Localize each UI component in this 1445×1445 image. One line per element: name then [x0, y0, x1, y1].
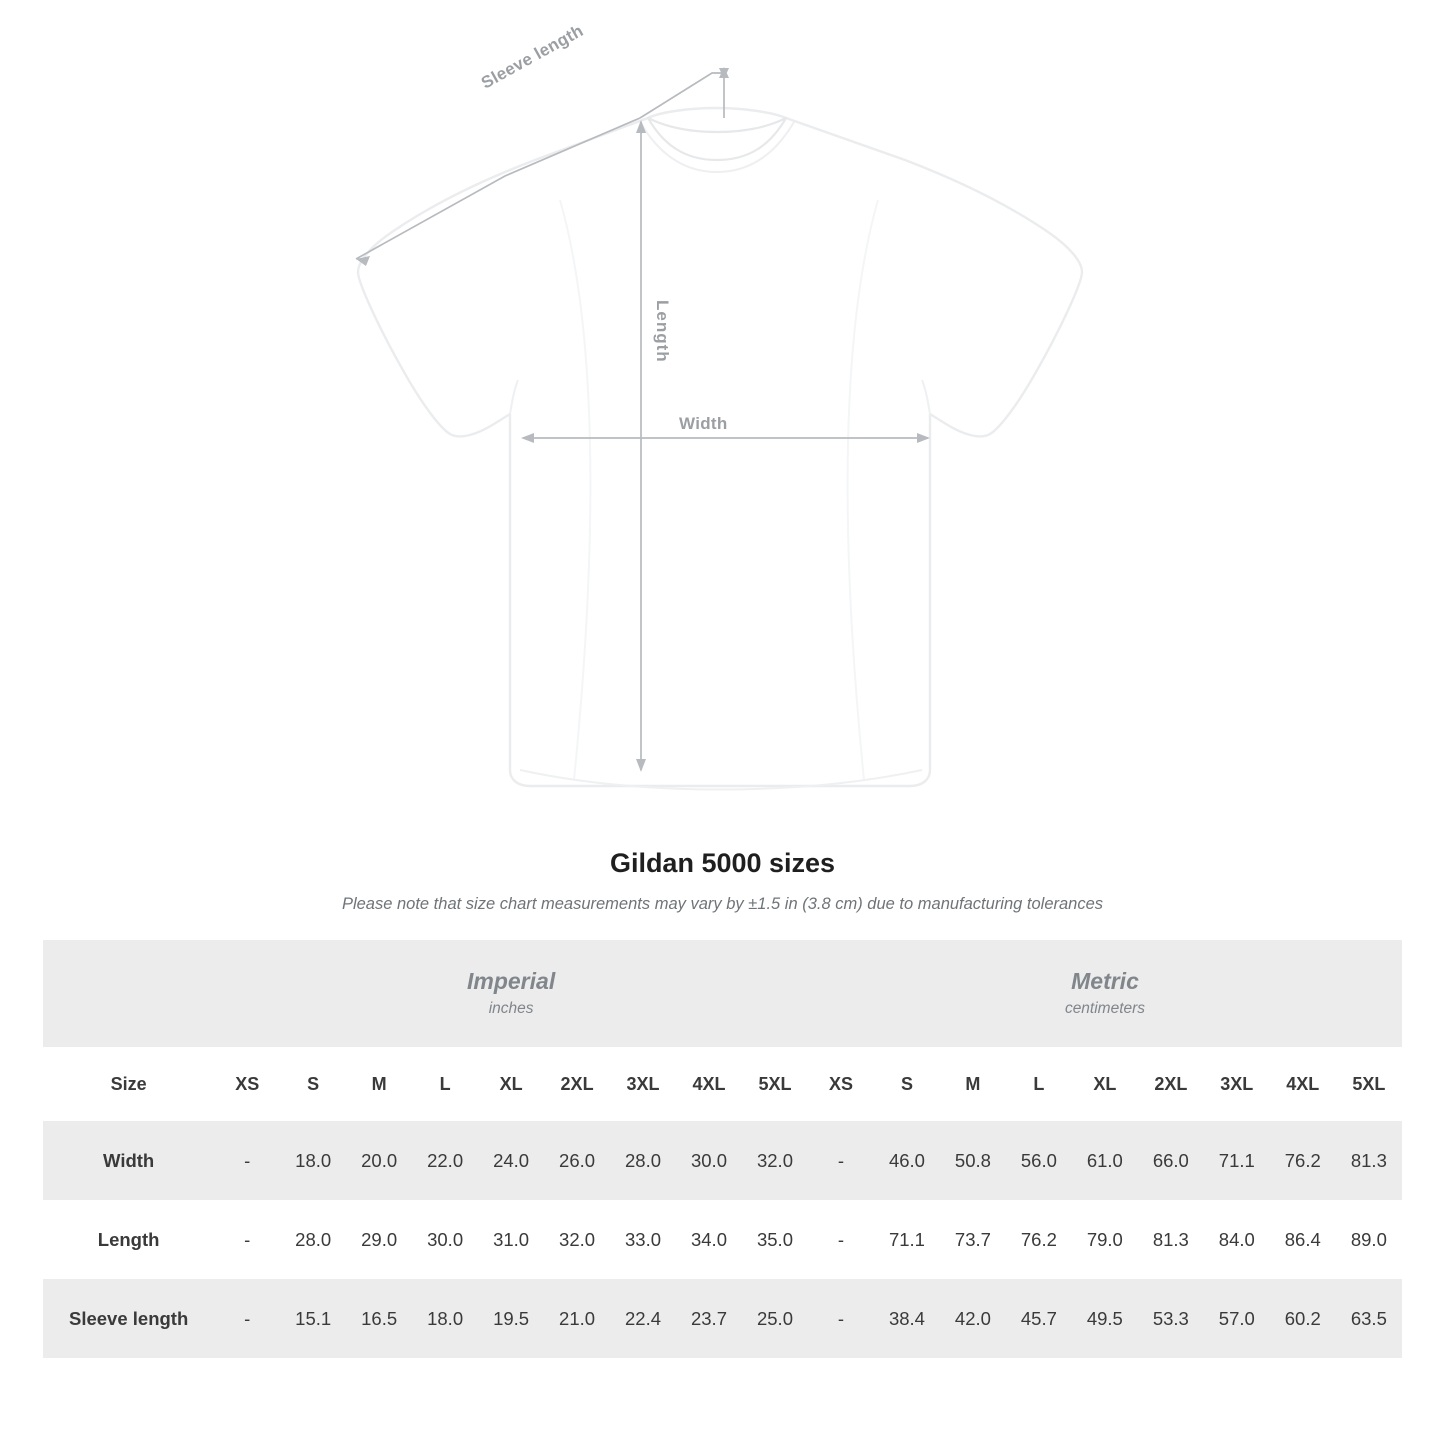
- width-metric-5xl: 81.3: [1336, 1121, 1402, 1200]
- width-imperial-xs: -: [214, 1121, 280, 1200]
- size-header-row: [43, 1047, 1402, 1121]
- width-metric-s: 46.0: [874, 1121, 940, 1200]
- title-block: [0, 848, 1445, 914]
- sleeve-metric-3xl: 57.0: [1204, 1279, 1270, 1358]
- metric-sublabel: centimeters: [1064, 999, 1146, 1017]
- sleeve-imperial-5xl: 25.0: [742, 1279, 808, 1358]
- length-metric-5xl: 89.0: [1336, 1200, 1402, 1279]
- length-metric-xs: -: [808, 1200, 874, 1279]
- imperial-group-header: [214, 940, 808, 1047]
- size-header-metric-2xl: 2XL: [1138, 1047, 1204, 1121]
- size-header-imperial-m: M: [346, 1047, 412, 1121]
- length-metric-2xl: 81.3: [1138, 1200, 1204, 1279]
- length-metric-l: 76.2: [1006, 1200, 1072, 1279]
- size-header-metric-xl: XL: [1072, 1047, 1138, 1121]
- width-imperial-2xl: 26.0: [544, 1121, 610, 1200]
- sleeve-imperial-xl: 19.5: [478, 1279, 544, 1358]
- size-table: [43, 940, 1402, 1358]
- width-dimension-label: Width: [679, 414, 728, 433]
- imperial-sublabel: inches: [488, 999, 534, 1017]
- size-header-metric-5xl: 5XL: [1336, 1047, 1402, 1121]
- sleeve-imperial-2xl: 21.0: [544, 1279, 610, 1358]
- row-label-sleeve-length: Sleeve length: [43, 1279, 214, 1358]
- table-row-length: [43, 1200, 1402, 1279]
- sleeve-imperial-m: 16.5: [346, 1279, 412, 1358]
- length-metric-4xl: 86.4: [1270, 1200, 1336, 1279]
- length-dimension-label: Length: [653, 300, 672, 363]
- width-imperial-xl: 24.0: [478, 1121, 544, 1200]
- width-imperial-m: 20.0: [346, 1121, 412, 1200]
- width-imperial-s: 18.0: [280, 1121, 346, 1200]
- sleeve-metric-m: 42.0: [940, 1279, 1006, 1358]
- size-header-metric-s: S: [874, 1047, 940, 1121]
- sleeve-metric-l: 45.7: [1006, 1279, 1072, 1358]
- sleeve-metric-s: 38.4: [874, 1279, 940, 1358]
- row-label-width: Width: [43, 1121, 214, 1200]
- size-header-metric-xs: XS: [808, 1047, 874, 1121]
- width-metric-xl: 61.0: [1072, 1121, 1138, 1200]
- sleeve-metric-2xl: 53.3: [1138, 1279, 1204, 1358]
- row-label-length: Length: [43, 1200, 214, 1279]
- sleeve-metric-xs: -: [808, 1279, 874, 1358]
- size-header-imperial-5xl: 5XL: [742, 1047, 808, 1121]
- size-header-imperial-4xl: 4XL: [676, 1047, 742, 1121]
- length-imperial-3xl: 33.0: [610, 1200, 676, 1279]
- sleeve-imperial-4xl: 23.7: [676, 1279, 742, 1358]
- sleeve-length-dimension-label: Sleeve length: [478, 20, 587, 93]
- length-metric-3xl: 84.0: [1204, 1200, 1270, 1279]
- size-header-imperial-l: L: [412, 1047, 478, 1121]
- size-header-metric-3xl: 3XL: [1204, 1047, 1270, 1121]
- imperial-label: Imperial: [467, 967, 556, 994]
- width-metric-3xl: 71.1: [1204, 1121, 1270, 1200]
- tshirt-shape: [358, 108, 1082, 790]
- width-imperial-4xl: 30.0: [676, 1121, 742, 1200]
- width-metric-xs: -: [808, 1121, 874, 1200]
- width-imperial-3xl: 28.0: [610, 1121, 676, 1200]
- width-metric-4xl: 76.2: [1270, 1121, 1336, 1200]
- size-header-metric-m: M: [940, 1047, 1006, 1121]
- size-header-label: Size: [43, 1047, 214, 1121]
- table-row-width: [43, 1121, 1402, 1200]
- width-imperial-l: 22.0: [412, 1121, 478, 1200]
- length-metric-s: 71.1: [874, 1200, 940, 1279]
- length-imperial-4xl: 34.0: [676, 1200, 742, 1279]
- length-metric-xl: 79.0: [1072, 1200, 1138, 1279]
- width-metric-m: 50.8: [940, 1121, 1006, 1200]
- sleeve-metric-5xl: 63.5: [1336, 1279, 1402, 1358]
- metric-group-header: [808, 940, 1402, 1047]
- width-imperial-5xl: 32.0: [742, 1121, 808, 1200]
- size-header-metric-4xl: 4XL: [1270, 1047, 1336, 1121]
- sleeve-imperial-s: 15.1: [280, 1279, 346, 1358]
- length-imperial-xl: 31.0: [478, 1200, 544, 1279]
- metric-label: Metric: [1071, 967, 1139, 994]
- length-imperial-xs: -: [214, 1200, 280, 1279]
- size-header-imperial-xs: XS: [214, 1047, 280, 1121]
- tolerance-note: Please note that size chart measurements may vary by ±1.5 in (3.8 cm) due to manufacturing tolerances: [341, 895, 1104, 913]
- table-row-sleeve-length: [43, 1279, 1402, 1358]
- sleeve-metric-xl: 49.5: [1072, 1279, 1138, 1358]
- length-imperial-5xl: 35.0: [742, 1200, 808, 1279]
- size-header-metric-l: L: [1006, 1047, 1072, 1121]
- size-header-imperial-xl: XL: [478, 1047, 544, 1121]
- page-title: Gildan 5000 sizes: [609, 848, 836, 878]
- sleeve-metric-4xl: 60.2: [1270, 1279, 1336, 1358]
- sleeve-imperial-l: 18.0: [412, 1279, 478, 1358]
- size-header-imperial-2xl: 2XL: [544, 1047, 610, 1121]
- length-imperial-m: 29.0: [346, 1200, 412, 1279]
- units-header-row: [43, 940, 1402, 1047]
- length-imperial-2xl: 32.0: [544, 1200, 610, 1279]
- length-imperial-l: 30.0: [412, 1200, 478, 1279]
- length-metric-m: 73.7: [940, 1200, 1006, 1279]
- width-metric-l: 56.0: [1006, 1121, 1072, 1200]
- size-header-imperial-s: S: [280, 1047, 346, 1121]
- width-metric-2xl: 66.0: [1138, 1121, 1204, 1200]
- length-imperial-s: 28.0: [280, 1200, 346, 1279]
- units-header-blank: [43, 940, 214, 1047]
- size-table-wrap: [43, 940, 1402, 1358]
- sleeve-imperial-xs: -: [214, 1279, 280, 1358]
- size-header-imperial-3xl: 3XL: [610, 1047, 676, 1121]
- sleeve-imperial-3xl: 22.4: [610, 1279, 676, 1358]
